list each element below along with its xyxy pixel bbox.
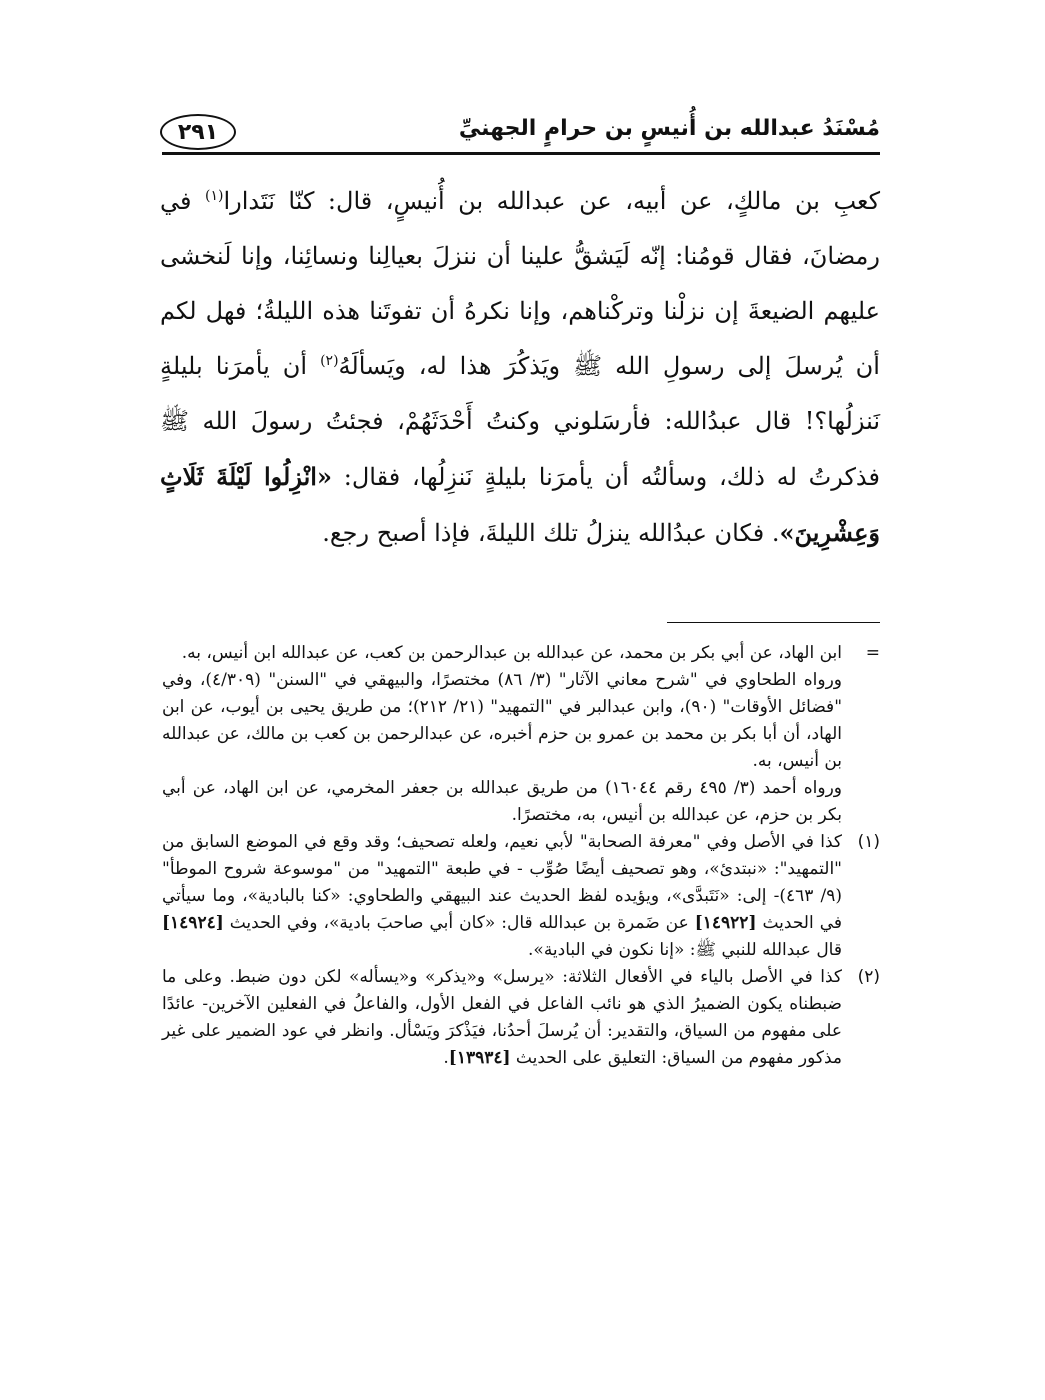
footnote-paragraph [162, 964, 842, 1072]
footnote-body [162, 964, 842, 1072]
footnote-ref-2: (٢) [320, 353, 339, 369]
running-title: مُسْنَدُ عبدالله بن أُنيسٍ بن حرامٍ الجهنيِّ [458, 116, 880, 141]
page-header [160, 112, 880, 156]
hadith-quote: «انْزِلُوا لَيْلَةَ ثَلَاثٍ وَعِشْرِينَ» [160, 462, 880, 547]
footnote-paragraph: ابن الهاد، عن أبي بكر بن محمد، عن عبدالله بن عبدالرحمن بن كعب، عن عبدالله ابن أنيس، به. [181, 643, 842, 663]
footnote-marker: (١) [857, 832, 880, 852]
footnote-text: قال عبدالله للنبي ﷺ: «إنا نكون في البادية». [528, 940, 842, 960]
footnote-marker: (٢) [857, 967, 880, 987]
footnote-marker: = [865, 643, 880, 663]
footnote-body [162, 829, 842, 964]
footnote-2 [162, 964, 880, 1072]
main-text [160, 174, 880, 561]
hadith-ref: [١٣٩٣٤] [448, 1048, 511, 1068]
footnote-paragraph: ورواه أحمد (٣/ ٤٩٥ رقم ١٦٠٤٤) من طريق عبدالله بن جعفر المخرمي، عن ابن الهاد، عن أبي بكر بن حزم، عن عبدالله بن أنيس، به، مختصرًا. [162, 778, 843, 825]
footnote-separator [667, 622, 880, 623]
page-number: ٢٩١ [160, 114, 236, 150]
footnote-continuation [162, 640, 880, 829]
main-text-part: . فكان عبدُالله ينزلُ تلك الليلةَ، فإذا أصبح رجع. [322, 519, 780, 547]
footnote-body [162, 640, 842, 829]
main-text-part: أن يأمرَنا بليلةٍ نَنزلُها؟! قال عبدُالله: فأرسَلوني وكنتُ أَحْدَثَهُمْ، فجئتُ رسولَ الله ﷺ فذكرتُ له ذلك، وسألتُه أن يأمرَنا بليلةٍ نَنزِلُها، فقال: [160, 352, 881, 491]
main-text-part: كعبِ بن مالكٍ، عن أبيه، عن عبدالله بن أُنيسٍ، قال: كنّا نَتَدارا [223, 187, 881, 215]
footnote-text: عن ضَمرة بن عبدالله قال: «كان أبي صاحبَ بادية»، وفي الحديث [223, 913, 695, 933]
footnote-text: . [443, 1048, 449, 1068]
footnote-ref-1: (١) [205, 188, 224, 204]
header-rule [162, 152, 880, 155]
hadith-ref: [١٤٩٢٢] [694, 913, 757, 933]
footnote-1 [162, 829, 880, 964]
footnotes [162, 640, 880, 1072]
hadith-ref: [١٤٩٢٤] [162, 913, 224, 933]
footnote-paragraph [162, 829, 842, 964]
footnote-text: كذا في الأصل بالياء في الأفعال الثلاثة: «يرسل» و«يذكر» و«يسأله» لكن دون ضبط. وعلى ما ضبطناه يكون الضميرُ الذي هو نائب الفاعل في الفعل الأول، والفاعلُ في الفعلين الآخرين- عائدًا على مفهوم من السياق، والتقدير: أن يُرسلَ أحدُنا، فيَذْكرَ ويَسْأل. وانظر في عود الضمير على غير مذكور مفهوم من السياق: التعليق على الحديث [162, 967, 842, 1068]
main-text-part: في رمضانَ، فقال قومُنا: إنّه لَيَشقُّ علينا أن ننزلَ بعيالِنا ونسائِنا، وإنا لَنخشى عليهم الضيعةَ إن نزلْنا وتركْناهم، وإنا نكرهُ أن تفوتَنا هذه الليلةُ؛ فهل لكم أن يُرسلَ إلى رسولِ الله ﷺ ويَذكُرَ هذا له، ويَسألَهُ [160, 187, 880, 380]
footnote-paragraph: ورواه الطحاوي في "شرح معاني الآثار" (٣/ ٨٦) مختصرًا، والبيهقي في "السنن" (٤/٣٠٩)، وفي "فضائل الأوقات" (٩٠)، وابن عبدالبر في "التمهيد" (٢١/ ٢١٢)؛ من طريق يحيى بن أيوب، عن ابن الهاد، أن أبا بكر بن محمد بن عمرو بن حزم أخبره، عن عبدالرحمن بن كعب بن مالك، عن عبدالله بن أنيس، به. [162, 670, 843, 771]
footnote-text: كذا في الأصل وفي "معرفة الصحابة" لأبي نعيم، ولعله تصحيف؛ وقد وقع في الموضع السابق من "التمهيد": «نبتدئ»، وهو تصحيف أيضًا صُوِّب - في طبعة "التمهيد" من "موسوعة شروح الموطأ" (٩/ ٤٦٣)- إلى: «نَتَبدَّى»، ويؤيده لفظ الحديث عند البيهقي والطحاوي: «كنا بالبادية»، وما سيأتي في الحديث [162, 832, 842, 933]
